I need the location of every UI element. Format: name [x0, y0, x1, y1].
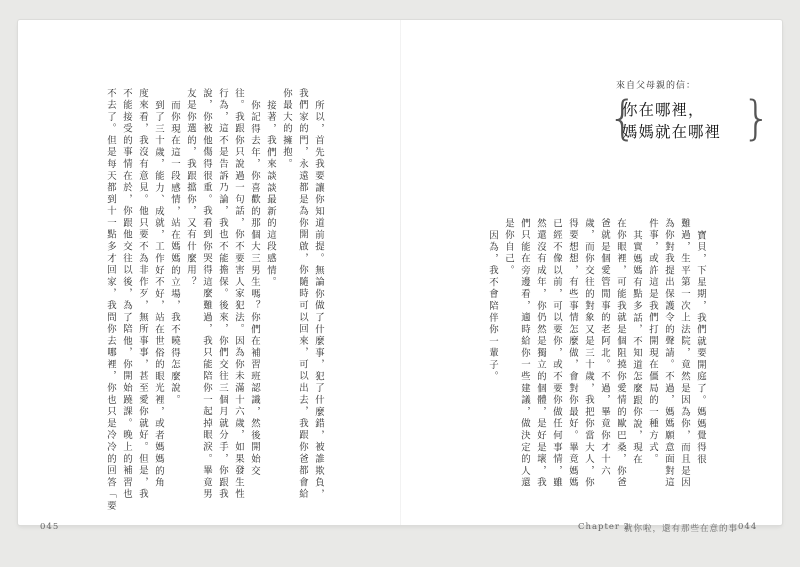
left-page-column: 接著，我們來談談最新的這段感情。 — [265, 100, 276, 289]
left-page-column: 你最大的擁抱。 — [281, 88, 292, 171]
left-page-column: 度來看，我沒有意見。他只要不為非作歹，無所事事，甚至愛你就好。但是，我 — [137, 88, 148, 501]
chapter-title: 就你啦，還有那些在意的事 — [624, 524, 739, 534]
right-page-number: 044 — [738, 522, 758, 532]
right-page-column: 因為，我不會陪伴你一輩子。 — [487, 230, 498, 384]
book-spine — [400, 20, 401, 525]
right-page-column: 在你眼裡，可能我就是個阻撓你愛情的歐巴桑，你爸 — [615, 218, 626, 490]
chapter-label: Chapter 2 — [578, 522, 631, 532]
left-page-column: 而你現在這一段感情，站在媽媽的立場，我不曉得怎麼說。 — [169, 100, 180, 407]
right-page-column: 得要想想，有些事情怎麼做，會對你最好。畢竟媽媽 — [567, 218, 578, 490]
letter-title-line1: 你在哪裡， — [622, 101, 705, 119]
left-page-column: 到了三十歲，能力、成就，工作好不好，站在世俗的眼光裡，或者媽媽的角 — [153, 100, 164, 490]
left-page-column: 友是你選的，我跟擋你，又有什麼用？ — [185, 88, 196, 289]
right-page-column: 爸就是個愛管閒事的老阿北。不過，畢竟你才十六 — [599, 218, 610, 478]
right-brace-icon: } — [742, 91, 772, 145]
left-page-column: 說，你被他傷得很重。我看到你哭得這麼難過，我只能陪你一起掉眼淚。畢竟男 — [201, 88, 212, 501]
book-spread — [18, 20, 782, 525]
left-page-column: 所以，首先我要讓你知道前提。無論你做了什麼事，犯了什麼錯，被誰欺負， — [313, 100, 324, 501]
right-page-column: 是你自己。 — [503, 218, 514, 277]
right-page-column: 為你對我提出保護令的聲請。不過，媽媽願意面對這 — [663, 218, 674, 490]
letter-title-block — [608, 78, 772, 158]
left-page-column: 不去了。但是每天都到十一點多才回家，我問你去哪裡，你也只是冷冷的回答「要 — [105, 88, 116, 513]
right-page-column: 難過，生平第一次上法院，竟然是因為你，而且是因 — [679, 218, 690, 490]
right-page-column: 們只能在旁邊看，適時給你一些建議，做決定的人還 — [519, 218, 530, 490]
left-page-column: 你記得去年，你喜歡的那個大三男生嗎？你們在補習班認識，然後開始交 — [249, 100, 260, 478]
left-page-column: 行為，這不是告訴乃論，我也不能擔保。後來，你們交往三個月就分手，你跟我 — [217, 88, 228, 501]
left-page-number: 045 — [40, 522, 60, 532]
left-page-column: 往。我跟你只說過一句話，你不要害人家犯法。因為你未滿十六歲，如果發生性 — [233, 88, 244, 501]
left-brace-icon: { — [608, 91, 638, 145]
right-page-column: 已經不像以前，可以要你，或不要你做任何事情，雖 — [551, 218, 562, 490]
left-page-column: 我們家的門，永遠都是為你開啟，你隨時可以回來，可以出去，我跟你爸都會給 — [297, 88, 308, 501]
right-page-column: 件事，或許這是我們打開現在僵局的一種方式。 — [647, 218, 658, 466]
right-page-column: 其實媽媽有點多話，不知道怎麼跟你說，現在 — [631, 230, 642, 466]
right-page-column: 寶貝，下星期，我們就要開庭了。媽媽覺得很 — [695, 230, 706, 466]
left-page-column: 不能接受的事情在於，你跟他交往以後，為了陪他，你開始蹺課。晚上的補習也 — [121, 88, 132, 501]
letter-source-label: 來自父母親的信： — [616, 81, 697, 91]
letter-title-line2: 媽媽就在哪裡 — [622, 123, 722, 141]
right-page-column: 然還沒有成年，你仍然是獨立的個體，是好是壞，我 — [535, 218, 546, 490]
right-page-column: 歲，而你交往的對象又是三十歲，我把你當大人，你 — [583, 218, 594, 490]
